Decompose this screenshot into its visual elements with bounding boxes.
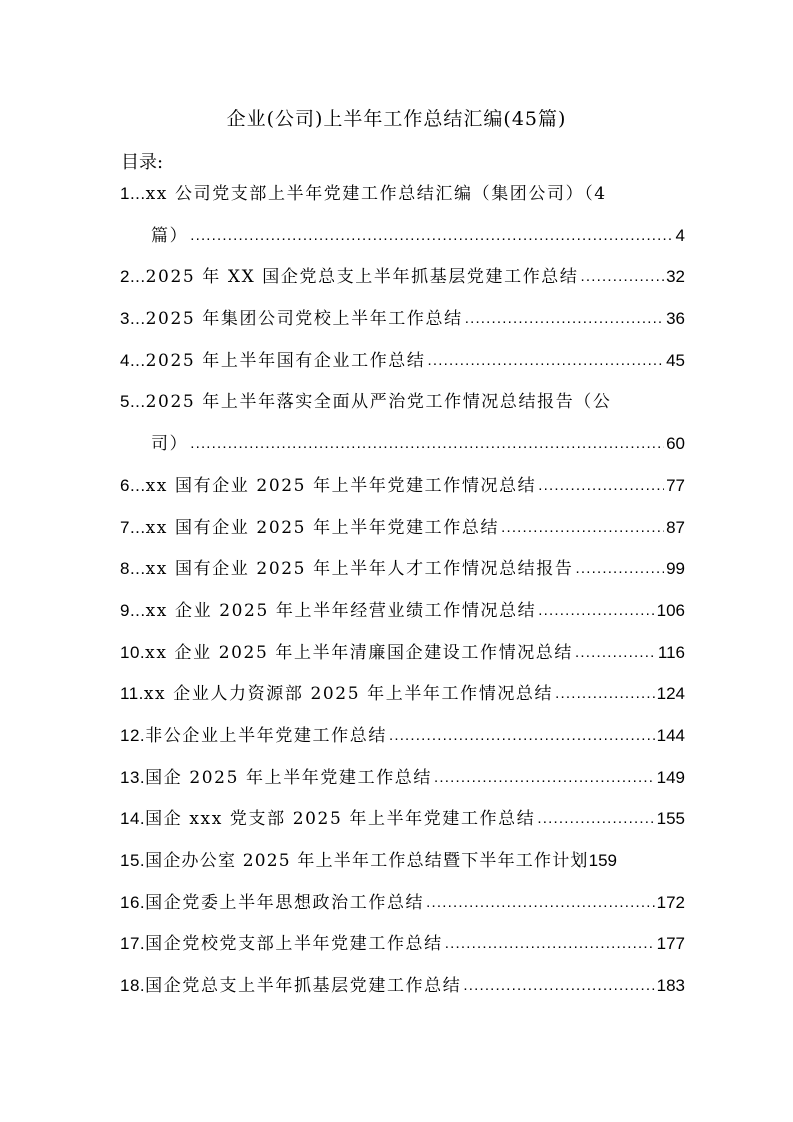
toc-entry-title: xx 国有企业 2025 年上半年人才工作情况总结报告 — [145, 559, 574, 580]
dot-leader — [501, 518, 664, 538]
toc-entry-title: xx 公司党支部上半年党建工作总结汇编（集团公司）（4 — [145, 184, 607, 204]
toc-entry-number: 1... — [120, 184, 146, 203]
toc-entry[interactable] — [120, 309, 685, 329]
dot-leader — [555, 684, 655, 704]
toc-entry-number: 8... — [120, 559, 146, 579]
toc-entry[interactable] — [120, 643, 685, 663]
toc-entry[interactable] — [120, 684, 685, 704]
toc-entry[interactable] — [120, 559, 685, 579]
toc-entry-number: 7... — [120, 517, 146, 537]
toc-entry-page: 36 — [666, 309, 685, 329]
toc-entry[interactable] — [120, 184, 685, 246]
toc-entry-page: 77 — [666, 475, 685, 495]
toc-entry-page: 159 — [588, 851, 617, 870]
toc-entry-page: 183 — [656, 976, 685, 996]
toc-entry[interactable] — [120, 851, 685, 871]
toc-entry[interactable] — [120, 934, 685, 954]
toc-entry-title-continued: 司） — [151, 434, 189, 455]
toc-entry-page: 4 — [675, 225, 685, 245]
toc-entry-page: 87 — [666, 517, 685, 537]
toc-entry[interactable] — [120, 893, 685, 913]
toc-entry[interactable] — [120, 809, 685, 829]
dot-leader — [428, 351, 665, 371]
dot-leader — [190, 226, 673, 246]
toc-entry[interactable] — [120, 392, 685, 454]
dot-leader — [575, 643, 656, 663]
toc-heading: 目录: — [121, 152, 164, 173]
dot-leader — [463, 976, 654, 996]
toc-entry[interactable] — [120, 351, 685, 371]
toc-entry-number: 6... — [120, 475, 146, 495]
toc-entry-number: 16. — [120, 892, 146, 912]
toc-entry-title: xx 企业 2025 年上半年经营业绩工作情况总结 — [145, 600, 537, 621]
dot-leader — [581, 267, 665, 287]
toc-entry-title: 2025 年 XX 国企党总支上半年抓基层党建工作总结 — [145, 267, 579, 288]
toc-entry-title: 国企 2025 年上半年党建工作总结 — [145, 767, 433, 788]
toc-entry-number: 15. — [120, 851, 146, 870]
dot-leader — [426, 893, 654, 913]
toc-entry-title: xx 国有企业 2025 年上半年党建工作总结 — [145, 517, 500, 538]
toc-entry-page: 124 — [656, 684, 685, 704]
toc-entry-title: 国企党校党支部上半年党建工作总结 — [145, 934, 443, 955]
toc-entry-number: 5... — [120, 392, 146, 412]
table-of-contents — [120, 184, 685, 1018]
dot-leader — [538, 476, 664, 496]
toc-entry[interactable] — [120, 726, 685, 746]
toc-entry[interactable] — [120, 476, 685, 496]
toc-entry-number: 11. — [120, 684, 144, 704]
dot-leader — [445, 934, 655, 954]
dot-leader — [575, 559, 664, 579]
toc-entry-title: 2025 年上半年国有企业工作总结 — [145, 350, 426, 371]
toc-entry-number: 10. — [120, 642, 146, 662]
toc-entry-number: 3... — [120, 309, 146, 329]
toc-entry-title: xx 企业 2025 年上半年清廉国企建设工作情况总结 — [145, 642, 573, 663]
toc-entry[interactable] — [120, 976, 685, 996]
dot-leader — [434, 768, 655, 788]
toc-entry[interactable] — [120, 601, 685, 621]
toc-entry-number: 18. — [120, 976, 146, 996]
toc-entry[interactable] — [120, 267, 685, 287]
toc-entry-page: 144 — [656, 725, 685, 745]
dot-leader — [389, 726, 655, 746]
toc-entry-title: 国企 xxx 党支部 2025 年上半年党建工作总结 — [145, 809, 536, 830]
toc-entry-page: 45 — [666, 350, 685, 370]
toc-entry-number: 9... — [120, 600, 146, 620]
toc-entry-page: 99 — [666, 559, 685, 579]
toc-entry-page: 177 — [656, 934, 685, 954]
dot-leader — [538, 601, 654, 621]
toc-entry-title: 国企党委上半年思想政治工作总结 — [145, 892, 425, 913]
toc-entry-title: 国企党总支上半年抓基层党建工作总结 — [145, 976, 462, 997]
toc-entry[interactable] — [120, 518, 685, 538]
toc-entry-title-continued: 篇） — [151, 225, 189, 246]
toc-entry-number: 2... — [120, 267, 146, 287]
toc-entry-page: 155 — [656, 809, 685, 829]
toc-entry-title: 2025 年集团公司党校上半年工作总结 — [145, 309, 463, 330]
toc-entry-title: xx 国有企业 2025 年上半年党建工作情况总结 — [145, 475, 537, 496]
toc-entry[interactable] — [120, 768, 685, 788]
toc-entry-title: xx 企业人力资源部 2025 年上半年工作情况总结 — [143, 684, 554, 705]
dot-leader — [190, 434, 664, 454]
dot-leader — [465, 309, 664, 329]
toc-entry-page: 60 — [666, 434, 685, 454]
toc-entry-page: 116 — [657, 642, 685, 662]
toc-entry-page: 172 — [656, 892, 685, 912]
toc-entry-page: 32 — [666, 267, 685, 287]
dot-leader — [537, 809, 654, 829]
document-title: 企业(公司)上半年工作总结汇编(45篇) — [226, 108, 567, 130]
toc-entry-page: 106 — [656, 600, 685, 620]
toc-entry-number: 12. — [120, 725, 146, 745]
toc-entry-number: 4... — [120, 350, 146, 370]
toc-entry-title: 非公企业上半年党建工作总结 — [145, 725, 387, 746]
toc-entry-title: 国企办公室 2025 年上半年工作总结暨下半年工作计划 — [145, 851, 589, 871]
toc-entry-title: 2025 年上半年落实全面从严治党工作情况总结报告（公 — [145, 392, 612, 413]
toc-entry-number: 14. — [120, 809, 146, 829]
toc-entry-number: 17. — [120, 934, 146, 954]
toc-entry-number: 13. — [120, 767, 146, 787]
toc-entry-page: 149 — [656, 767, 685, 787]
